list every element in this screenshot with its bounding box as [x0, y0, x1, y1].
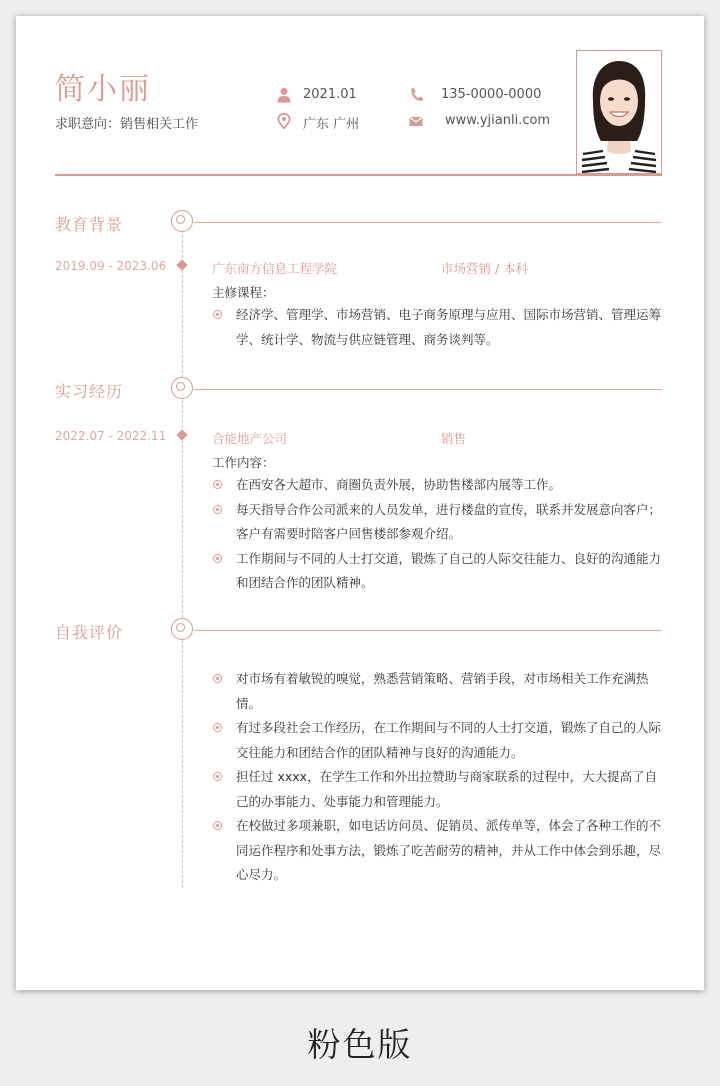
courses-subtitle: 主修课程： [212, 285, 275, 300]
work-subtitle: 工作内容： [212, 455, 275, 470]
bullet-icon [213, 772, 222, 781]
courses-list [212, 303, 662, 352]
list-item [212, 498, 662, 547]
location-text: 广东 广州 [303, 117, 360, 132]
section-divider [194, 630, 662, 631]
header-divider [55, 174, 662, 176]
diamond-icon [176, 259, 187, 270]
bullet-icon [213, 505, 222, 514]
phone-icon [409, 87, 423, 103]
birth-date: 2021.01 [303, 87, 357, 102]
diamond-icon [176, 429, 187, 440]
internship-date: 2022.07 - 2022.11 [55, 429, 167, 443]
work-list [212, 473, 662, 596]
list-item [212, 547, 662, 596]
location-icon [277, 113, 291, 129]
bullet-icon [213, 554, 222, 563]
section-divider [194, 222, 662, 223]
resume-page [16, 16, 704, 990]
list-item [212, 473, 662, 498]
bullet-icon [213, 723, 222, 732]
website-url: www.yjianli.com [445, 113, 551, 128]
job-intent: 求职意向：销售相关工作 [55, 117, 199, 132]
phone-number: 135-0000-0000 [441, 87, 542, 102]
section-title-self-eval: 自我评价 [55, 623, 124, 642]
person-icon [277, 87, 291, 103]
list-item-text: 对市场有着敏锐的嗅觉，熟悉营销策略、营销手段，对市场相关工作充满热情。 [236, 671, 649, 711]
bullet-icon [213, 821, 222, 830]
section-title-education: 教育背景 [55, 215, 124, 234]
list-item [212, 303, 662, 352]
job-role: 销售 [441, 431, 467, 446]
major-degree: 市场营销 / 本科 [441, 261, 529, 276]
list-item-text: 在校做过多项兼职，如电话访问员、促销员、派传单等，体会了各种工作的不同运作程序和处事方法，锻炼了吃苦耐劳的精神，并从工作中体会到乐趣，尽心尽力。 [236, 818, 662, 882]
section-title-internship: 实习经历 [55, 382, 124, 401]
list-item [212, 716, 662, 765]
list-item-text: 在西安各大超市、商圈负责外展，协助售楼部内展等工作。 [236, 477, 562, 492]
education-date: 2019.09 - 2023.06 [55, 259, 167, 273]
section-divider [194, 389, 662, 390]
bullet-icon [213, 674, 222, 683]
company-name: 合能地产公司 [212, 431, 288, 446]
timeline-line [182, 220, 183, 888]
self-eval-list [212, 667, 662, 888]
list-item-text: 担任过 xxxx，在学生工作和外出拉赞助与商家联系的过程中，大大提高了自己的办事能力、处事能力和管理能力。 [236, 769, 658, 809]
section-marker-icon [171, 618, 193, 640]
section-marker-icon [171, 210, 193, 232]
resume-name: 简小丽 [55, 72, 151, 107]
section-marker-icon [171, 377, 193, 399]
list-item-text: 每天指导合作公司派来的人员发单，进行楼盘的宣传，联系并发展意向客户；客户有需要时陪客户回售楼部参观介绍。 [236, 501, 662, 541]
list-item [212, 765, 662, 814]
list-item-text: 工作期间与不同的人士打交道，锻炼了自己的人际交往能力、良好的沟通能力和团结合作的团队精神。 [236, 550, 662, 590]
portrait-image [577, 51, 661, 173]
bullet-icon [213, 310, 222, 319]
version-caption: 粉色版 [307, 1025, 413, 1064]
list-item [212, 667, 662, 716]
profile-photo [576, 50, 662, 174]
list-item [212, 814, 662, 888]
mail-icon [409, 113, 423, 129]
school-name: 广东南方信息工程学院 [212, 261, 338, 276]
bullet-icon [213, 480, 222, 489]
list-item-text: 有过多段社会工作经历，在工作期间与不同的人士打交道，锻炼了自己的人际交往能力和团结合作的团队精神与良好的沟通能力。 [236, 720, 662, 760]
list-item-text: 经济学、管理学、市场营销、电子商务原理与应用、国际市场营销、管理运筹学、统计学、物流与供应链管理、商务谈判等。 [236, 307, 662, 347]
